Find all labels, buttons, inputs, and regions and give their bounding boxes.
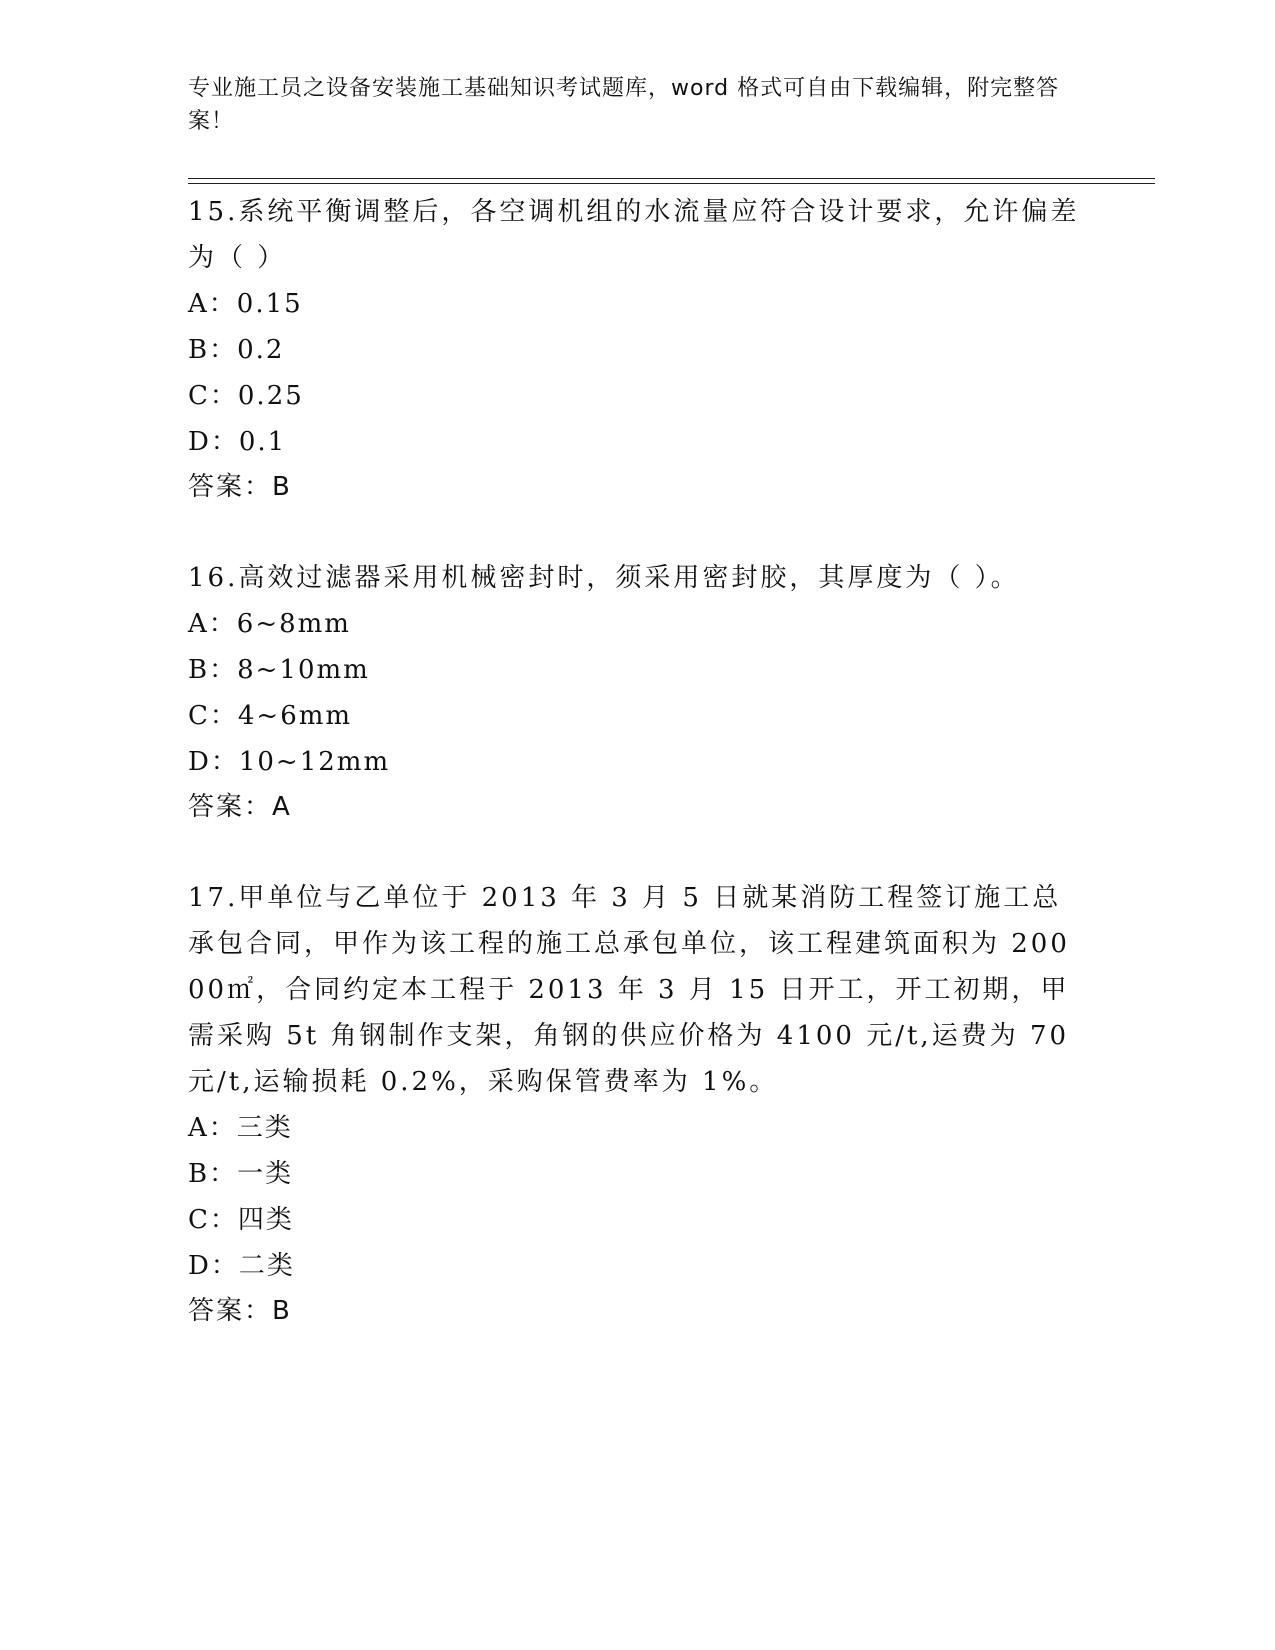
question-stem: 15.系统平衡调整后，各空调机组的水流量应符合设计要求，允许偏差为（ ） [188,197,1080,273]
option-c: C：0.25 [188,381,304,411]
question-16 [188,555,1088,829]
question-15 [188,189,1088,509]
question-17 [188,875,1088,1333]
option-a: A：三类 [188,1113,293,1143]
option-d: D：0.1 [188,427,287,457]
header-divider-top [188,178,1155,179]
question-stem: 16.高效过滤器采用机械密封时，须采用密封胶，其厚度为（ ）。 [188,563,1020,593]
option-a: A：0.15 [188,289,303,319]
option-b: B：0.2 [188,335,285,365]
header-divider-bottom [188,183,1155,184]
option-d: D：10~12mm [188,747,391,777]
option-b: B：一类 [188,1159,294,1189]
question-stem: 17.甲单位与乙单位于 2013 年 3 月 5 日就某消防工程签订施工总承包合同，甲作为该工程的施工总承包单位，该工程建筑面积为 20000㎡，合同约定本工程于 2013 年 3 月 15 日开工，开工初期，甲需采购 5t 角钢制作支架，角钢的供应价格为 4100 元/t,运费为 70 元/t,运输损耗 0.2%，采购保管费率为 1%。 [188,883,1070,1097]
option-c: C：四类 [188,1205,294,1235]
question-list [188,189,1088,1379]
answer-line: 答案：B [188,472,292,502]
option-b: B：8~10mm [188,655,370,685]
document-header: 专业施工员之设备安装施工基础知识考试题库，word 格式可自由下载编辑，附完整答案！ [188,76,1060,134]
option-c: C：4~6mm [188,701,353,731]
answer-line: 答案：B [188,1296,292,1326]
answer-line: 答案：A [188,792,292,822]
option-a: A：6~8mm [188,609,351,639]
option-d: D：二类 [188,1251,295,1281]
